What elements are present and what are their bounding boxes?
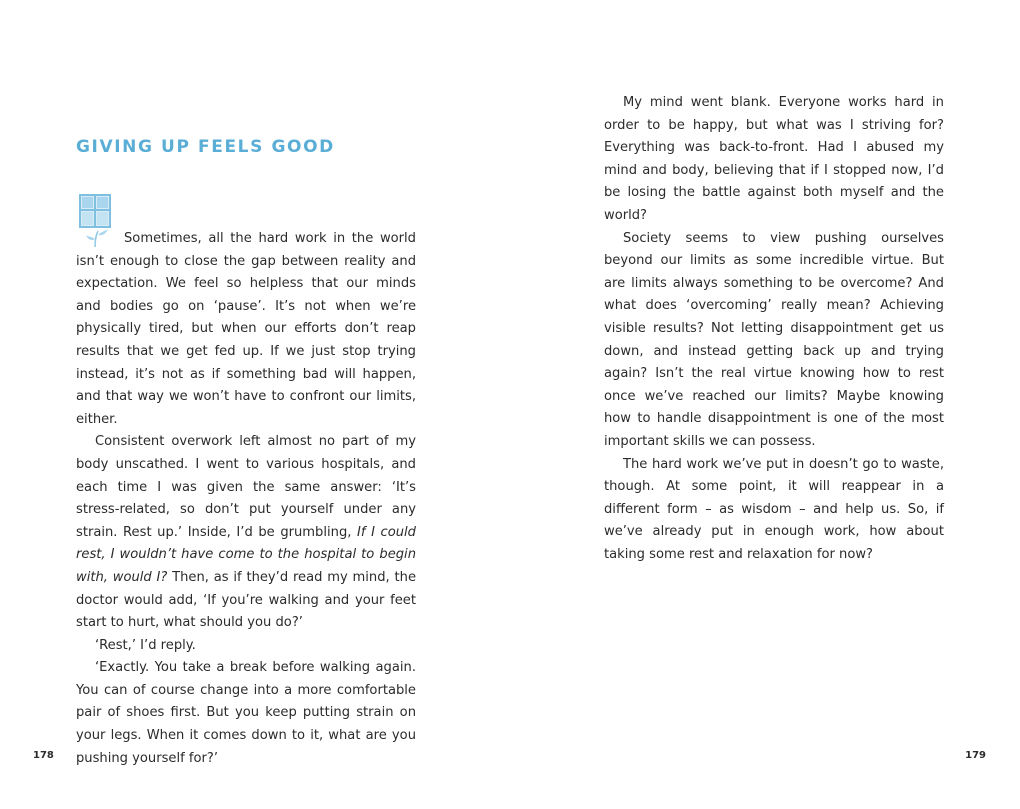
- paragraph-text: Consistent overwork left almost no part of my body unscathed. I went to various hospitals, and each time I was given the same answer: ‘It’s stress-related, so don’t put yourself under any strain. Rest up.’ Inside, I’d be grumbling,: [76, 434, 416, 540]
- page-number-right: 179: [965, 750, 986, 761]
- italic-quote: If I could rest, I wouldn’t have come to the hospital to begin with, would I?: [76, 524, 416, 585]
- page-number-left: 178: [33, 750, 54, 761]
- right-body-text: [604, 92, 944, 566]
- paragraph: Society seems to view pushing ourselves beyond our limits as some incredible virtue. But are limits always something to be overcome? And what does ‘overcoming’ really mean? Achieving visible results? Not letting disappointment get us down, and instead getting back up and trying again? Isn’t the real virtue knowing how to rest once we’ve reached our limits? Maybe knowing how to handle disappointment is one of the most important skills we can possess.: [604, 230, 944, 449]
- paragraph: ‘Rest,’ I’d reply.: [95, 637, 196, 653]
- paragraph: My mind went blank. Everyone works hard in order to be happy, but what was I striving for? Everything was back-to-front. Had I abused my mind and body, believing that if I stopped now, I’d be losing the battle against both myself and the world?: [604, 95, 944, 223]
- paragraph: [76, 431, 416, 634]
- paragraph-text-continued: Then, as if they’d read my mind, the doctor would add, ‘If you’re walking and your feet start to hurt, what should you do?’: [76, 569, 416, 631]
- paragraph: ‘Exactly. You take a break before walking again. You can of course change into a more comfortable pair of shoes first. But you keep putting strain on your legs. When it comes down to it, what are you pushing yourself for?’: [76, 660, 416, 766]
- left-body-text: [76, 228, 416, 770]
- chapter-title: GIVING UP FEELS GOOD: [76, 137, 335, 157]
- right-page: [510, 0, 1020, 809]
- paragraph: Sometimes, all the hard work in the world isn’t enough to close the gap between reality and expectation. We feel so helpless that our minds and bodies go on ‘pause’. It’s not when we’re physically tired, but when our efforts don’t reap results that we get fed up. If we just stop trying instead, it’s not as if something bad will happen, and that way we won’t have to confront our limits, either.: [76, 231, 416, 427]
- paragraph: The hard work we’ve put in doesn’t go to waste, though. At some point, it will reappear in a different form – as wisdom – and help us. So, if we’ve already put in enough work, how about taking some rest and relaxation for now?: [604, 456, 944, 562]
